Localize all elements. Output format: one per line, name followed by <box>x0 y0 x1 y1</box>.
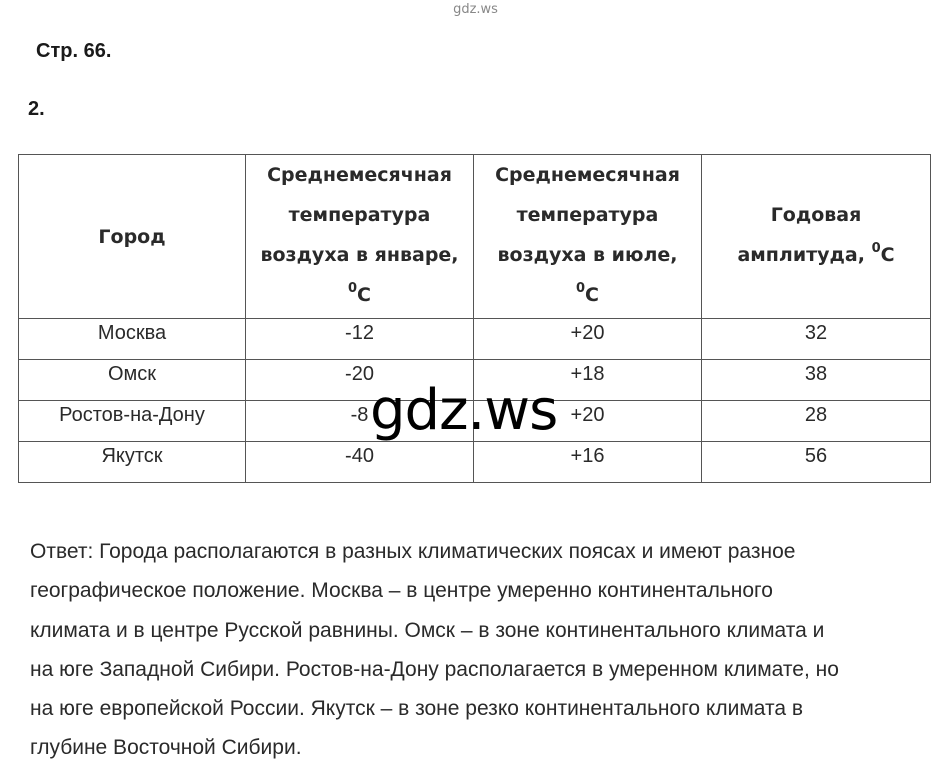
header-jan-line1: Среднемесячная <box>267 164 452 186</box>
cell-jan: -20 <box>246 360 474 401</box>
cell-jul: +16 <box>474 442 702 483</box>
watermark-center: gdz.ws <box>370 378 558 443</box>
answer-line: на юге европейской России. Якутск – в зоне резко континентального климата в <box>30 697 804 721</box>
cell-amp: 38 <box>702 360 931 401</box>
degree-sup: 0 <box>871 241 881 256</box>
header-amp-line2: амплитуда, <box>737 244 865 266</box>
cell-jul: +20 <box>474 319 702 360</box>
table-row <box>19 319 931 360</box>
answer-line: глубине Восточной Сибири. <box>30 736 302 760</box>
degree-sup: 0 <box>576 281 586 296</box>
header-amplitude <box>702 155 931 319</box>
table-row <box>19 442 931 483</box>
header-july <box>474 155 702 319</box>
answer-line: Ответ: Города располагаются в разных климатических поясах и имеют разное <box>30 540 796 563</box>
degree-sup: 0 <box>348 281 358 296</box>
header-jul-line3: воздуха в июле, <box>497 244 678 266</box>
watermark-top: gdz.ws <box>453 2 498 17</box>
answer-line: на юге Западной Сибири. Ростов-на-Дону располагается в умеренном климате, но <box>30 657 839 681</box>
cell-jan: -12 <box>246 319 474 360</box>
page-reference: Стр. 66. <box>36 40 112 62</box>
cell-jan: -40 <box>246 442 474 483</box>
header-jul-line2: температура <box>516 204 659 226</box>
cell-amp: 56 <box>702 442 931 483</box>
cell-jan: -8 <box>246 401 474 442</box>
answer-text <box>30 532 930 768</box>
header-jul-line1: Среднемесячная <box>495 164 680 186</box>
cell-city: Омск <box>19 360 246 401</box>
cell-amp: 28 <box>702 401 931 442</box>
answer-line: географическое положение. Москва – в центре умеренно континентального <box>30 579 773 603</box>
header-january <box>246 155 474 319</box>
cell-city: Москва <box>19 319 246 360</box>
header-jan-line3: воздуха в январе, <box>260 244 459 266</box>
table-header-row <box>19 155 931 319</box>
answer-line: климата и в центре Русской равнины. Омск – в зоне континентального климата и <box>30 618 825 642</box>
task-number: 2. <box>28 98 45 120</box>
cell-jul: +18 <box>474 360 702 401</box>
degree-unit: C <box>880 244 895 266</box>
cell-amp: 32 <box>702 319 931 360</box>
cell-city: Якутск <box>19 442 246 483</box>
degree-unit: C <box>357 284 371 306</box>
degree-unit: C <box>585 284 599 306</box>
header-jan-line2: температура <box>288 204 431 226</box>
cell-jul: +20 <box>474 401 702 442</box>
header-amp-line1: Годовая <box>770 204 862 226</box>
header-city-label: Город <box>98 225 166 248</box>
cell-city: Ростов-на-Дону <box>19 401 246 442</box>
header-city <box>19 155 246 319</box>
